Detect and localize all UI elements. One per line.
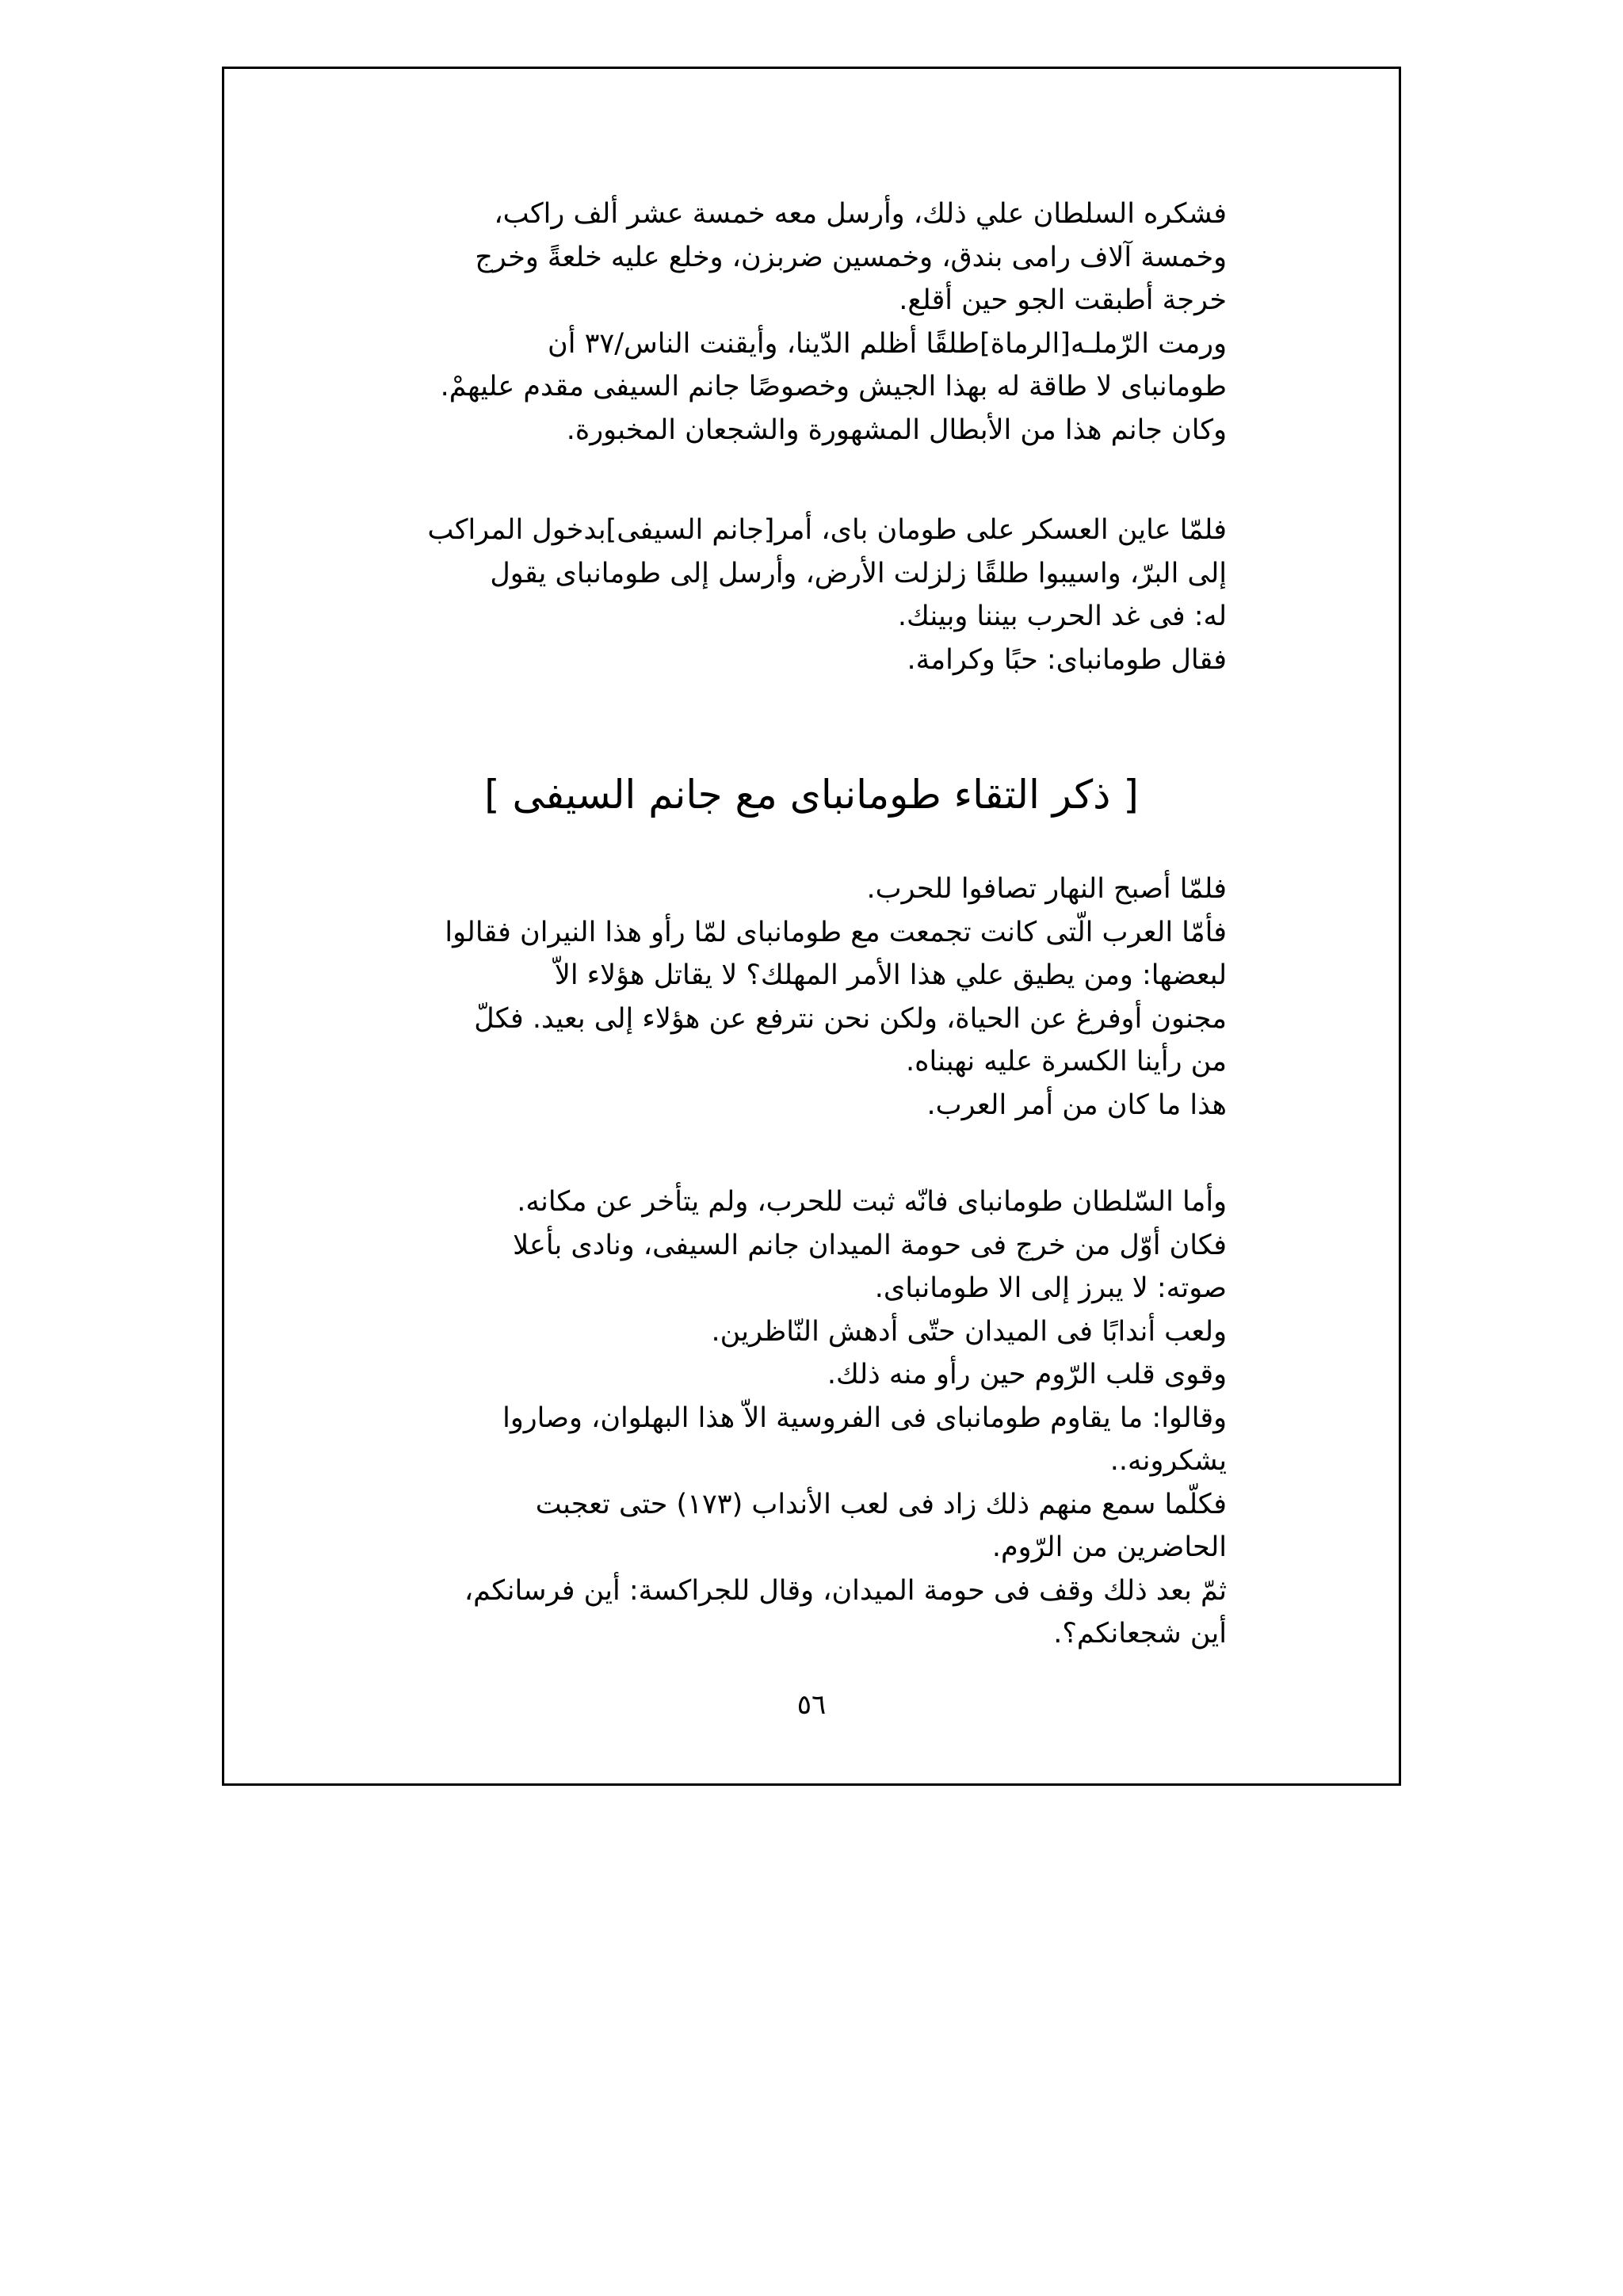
text-line: وخمسة آلاف رامى بندق، وخمسين ضربزن، وخلع عليه خلعةً وخرج	[475, 241, 1227, 273]
text-line: ورمت الرّملـه[الرماة]طلقًا أظلم الدّينا، وأيقنت الناس/٣٧ أن	[548, 327, 1227, 360]
paragraph-sultan-battle	[396, 1180, 1227, 1656]
text-line: فكلّما سمع منهم ذلك زاد فى لعب الأنداب (١٧٣) حتى تعجبت	[535, 1488, 1227, 1520]
section-heading: [ ذكر التقاء طومانباى مع جانم السيفى ]	[484, 772, 1139, 818]
text-line: وأما السّلطان طومانباى فانّه ثبت للحرب، ولم يتأخر عن مكانه.	[517, 1186, 1227, 1218]
text-line: فلمّا أصبح النهار تصافوا للحرب.	[866, 873, 1227, 905]
page-number: ٥٦	[796, 1689, 827, 1721]
text-line: لبعضها: ومن يطيق علي هذا الأمر المهلك؟ لا يقاتل هؤلاء الاّ	[554, 959, 1227, 991]
text-line: وقالوا: ما يقاوم طومانباى فى الفروسية الاّ هذا البهلوان، وصاروا	[502, 1402, 1227, 1434]
text-line: أين شجعانكم؟.	[1053, 1618, 1227, 1650]
text-line: طومانباى لا طاقة له بهذا الجيش وخصوصًا جانم السيفى مقدم عليهمْ.	[440, 371, 1227, 402]
paragraph-army-lands	[396, 509, 1227, 681]
text-line: الحاضرين من الرّوم.	[991, 1531, 1227, 1563]
text-line: إلى البرّ، واسيبوا طلقًا زلزلت الأرض، وأرسل إلى طومانباى يقول	[490, 557, 1227, 589]
text-line: له: فى غد الحرب بيننا وبينك.	[897, 601, 1227, 632]
text-line: فكان أوّل من خرج فى حومة الميدان جانم السيفى، ونادى بأعلا	[513, 1229, 1227, 1261]
text-line: ولعب أندابًا فى الميدان حتّى أدهش النّاظرين.	[711, 1315, 1227, 1348]
text-line: من رأينا الكسرة عليه نهبناه.	[906, 1046, 1227, 1077]
text-line: وكان جانم هذا من الأبطال المشهورة والشجعان المخبورة.	[566, 414, 1227, 446]
text-line: فشكره السلطان علي ذلك، وأرسل معه خمسة عشر ألف راكب،	[494, 198, 1227, 230]
text-line: مجنون أوفرغ عن الحياة، ولكن نحن نترفع عن هؤلاء إلى بعيد. فكلّ	[474, 1002, 1227, 1035]
paragraph-arabs	[396, 868, 1227, 1127]
text-line: هذا ما كان من أمر العرب.	[926, 1089, 1227, 1121]
paragraph-sultan-sends-army	[396, 193, 1227, 452]
text-line: فلمّا عاين العسكر على طومان باى، أمر[جانم السيفى]بدخول المراكب	[427, 514, 1227, 546]
text-line: صوته: لا يبرز إلى الا طومانباى.	[874, 1272, 1227, 1304]
text-line: فأمّا العرب الّتى كانت تجمعت مع طومانباى لمّا رأو هذا النيران فقالوا	[445, 916, 1227, 948]
text-line: فقال طومانباى: حبًا وكرامة.	[907, 643, 1227, 676]
text-line: وقوى قلب الرّوم حين رأو منه ذلك.	[827, 1359, 1227, 1390]
text-line: يشكرونه..	[1109, 1445, 1227, 1477]
text-line: ثمّ بعد ذلك وقف فى حومة الميدان، وقال للجراكسة: أين فرسانكم،	[464, 1574, 1227, 1607]
text-line: خرجة أطبقت الجو حين أقلع.	[899, 284, 1227, 316]
